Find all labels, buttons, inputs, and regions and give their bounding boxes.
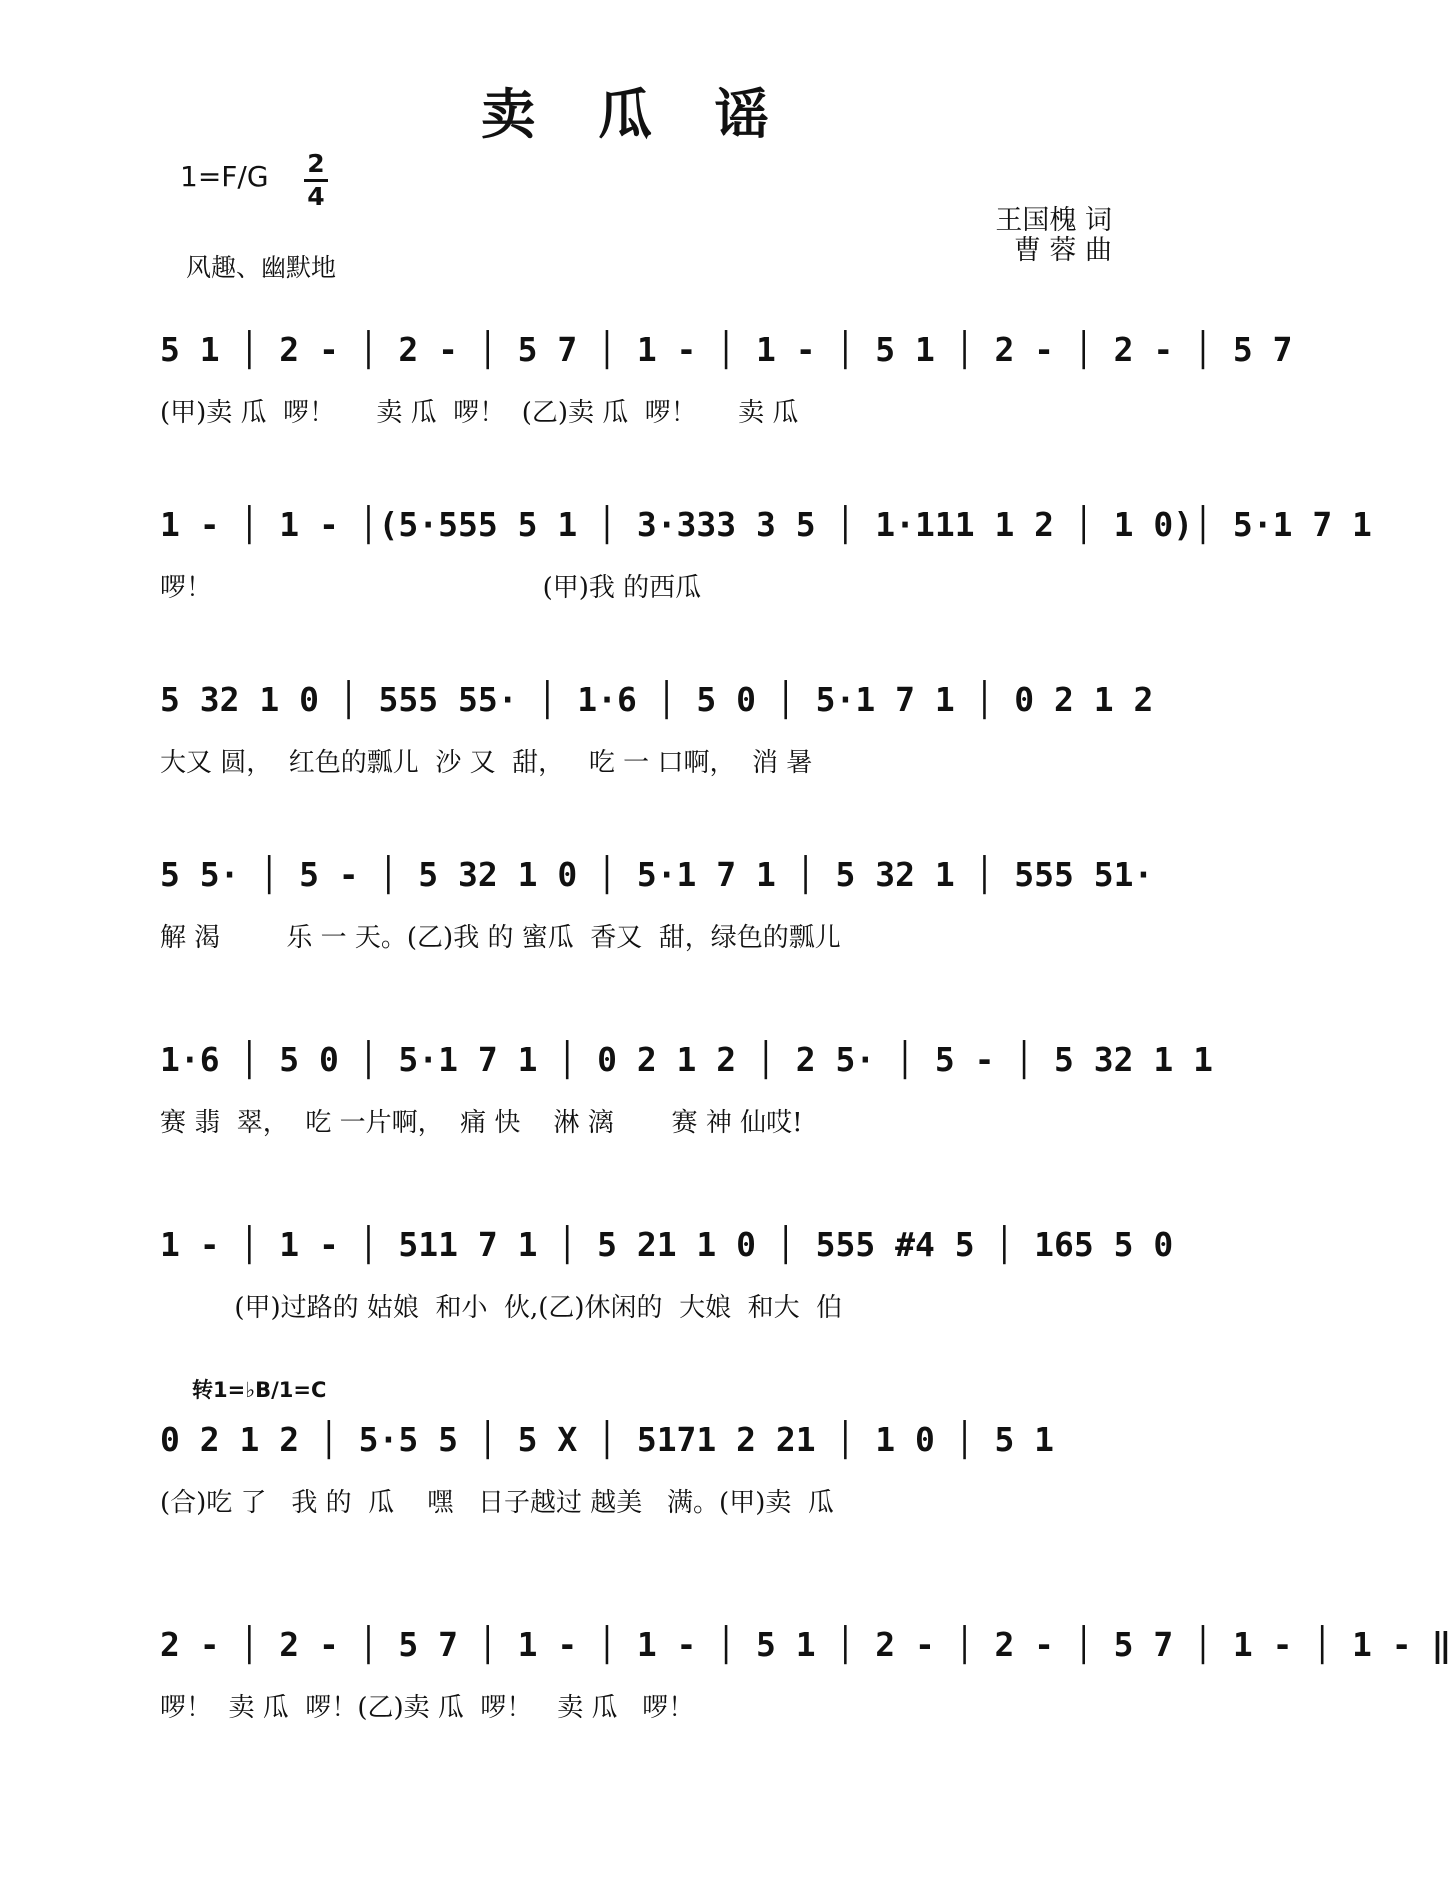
- notation-line: 1·6 │ 5 0 │ 5·1 7 1 │ 0 2 1 2 │ 2 5· │ 5 - │ 5 32 1 1: [160, 1040, 1213, 1079]
- time-signature-top: 2: [307, 149, 325, 178]
- score-row-2: [160, 490, 1372, 640]
- score-row-3: [160, 665, 1154, 815]
- score-row-8: [160, 1610, 1451, 1760]
- notation-line: 5 5· │ 5 - │ 5 32 1 0 │ 5·1 7 1 │ 5 32 1 │ 555 51·: [160, 855, 1154, 894]
- notation-line: 1 - │ 1 - │(5·555 5 1 │ 3·333 3 5 │ 1·111 1 2 │ 1 0)│ 5·1 7 1: [160, 505, 1372, 544]
- score-row-6: [160, 1210, 1174, 1360]
- notation-line: 5 32 1 0 │ 555 55· │ 1·6 │ 5 0 │ 5·1 7 1 │ 0 2 1 2: [160, 680, 1154, 719]
- lyrics-line: 解 渴 乐 一 天。(乙)我 的 蜜瓜 香又 甜，绿色的瓢儿: [160, 923, 841, 953]
- lyrics-line: 啰！ 卖 瓜 啰！(乙)卖 瓜 啰！ 卖 瓜 啰！: [160, 1693, 695, 1723]
- score-row-1: [160, 315, 1293, 465]
- time-signature: [304, 150, 328, 211]
- lyrics-line: (甲)过路的 姑娘 和小 伙,(乙)休闲的 大娘 和大 伯: [160, 1293, 843, 1323]
- lyricist-credit: 王国槐 词: [995, 205, 1112, 236]
- time-signature-bottom: 4: [307, 182, 325, 211]
- score-row-7: [160, 1405, 1120, 1555]
- notation-line: 0 2 1 2 │ 5·5 5 │ 5 X │ 5171 2 21 │ 1 0 │ 5 1: [160, 1420, 1055, 1459]
- score-row-4: [160, 840, 1154, 990]
- key-signature: 1=F/G: [180, 160, 269, 193]
- lyrics-line: (甲)卖 瓜 啰！ 卖 瓜 啰！ (乙)卖 瓜 啰！ 卖 瓜: [160, 398, 799, 428]
- lyrics-line: 大又 圆， 红色的瓢儿 沙 又 甜， 吃 一 口啊， 消 暑: [160, 748, 813, 778]
- lyrics-line: 赛 翡 翠， 吃 一片啊， 痛 快 淋 漓 赛 神 仙哎!: [160, 1108, 803, 1138]
- notation-line: 1 - │ 1 - │ 511 7 1 │ 5 21 1 0 │ 555 #4 5 │ 165 5 0: [160, 1225, 1174, 1264]
- lyrics-line: (合)吃 了 我 的 瓜 嘿 日子越过 越美 满。(甲)卖 瓜: [160, 1488, 834, 1518]
- composer-credit: 曹 蓉 曲: [1013, 235, 1112, 266]
- score-row-5: [160, 1025, 1213, 1175]
- song-title: 卖 瓜 谣: [481, 82, 791, 146]
- tempo-marking: 风趣、幽默地: [186, 253, 337, 282]
- key-change-marking: 转1=♭B/1=C: [192, 1378, 327, 1402]
- notation-line: 2 - │ 2 - │ 5 7 │ 1 - │ 1 - │ 5 1 │ 2 - │ 2 - │ 5 7 │ 1 - │ 1 - ‖: [160, 1625, 1451, 1664]
- notation-line: 5 1 │ 2 - │ 2 - │ 5 7 │ 1 - │ 1 - │ 5 1 │ 2 - │ 2 - │ 5 7: [160, 330, 1293, 369]
- lyrics-line: 啰！ (甲)我 的西瓜: [160, 573, 702, 603]
